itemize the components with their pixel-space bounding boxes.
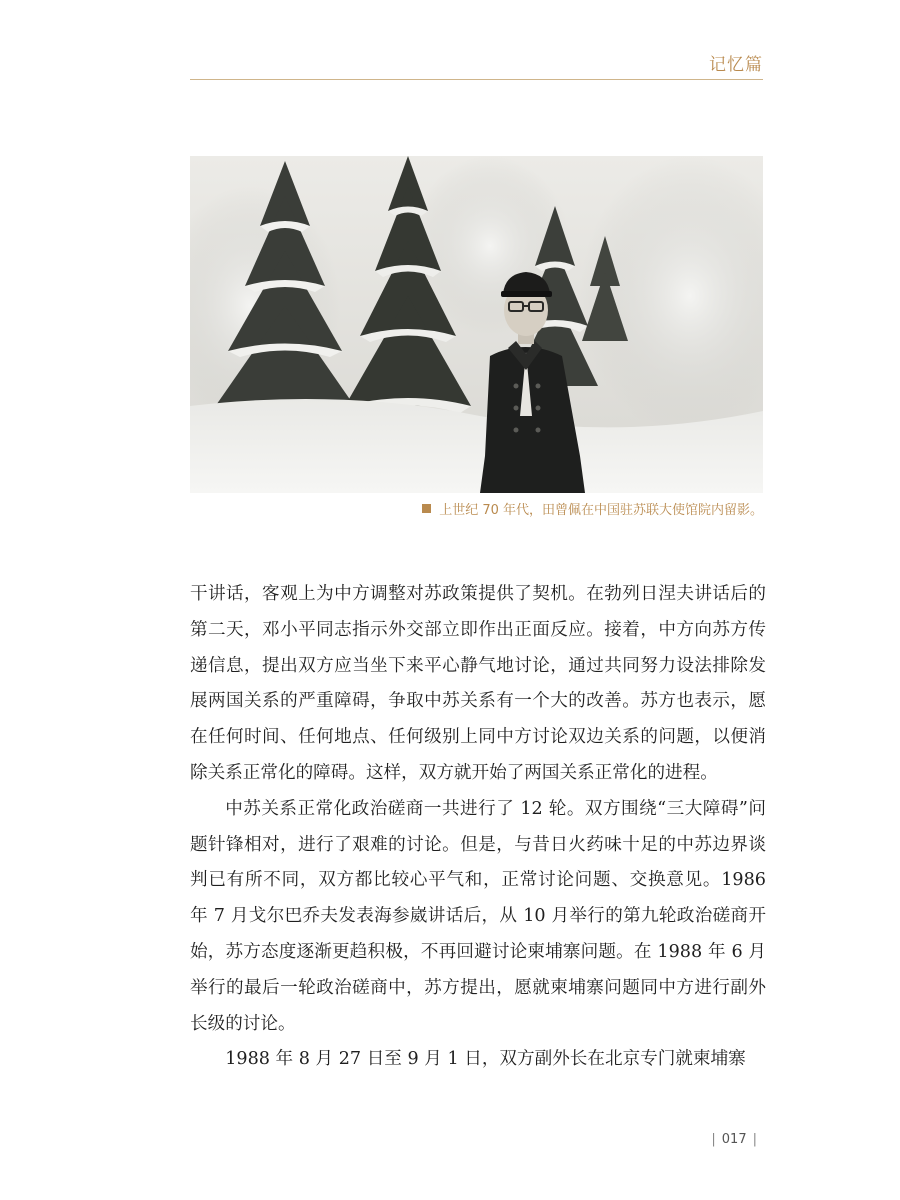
paragraph-2: 中苏关系正常化政治磋商一共进行了 12 轮。双方围绕“三大障碍”问题针锋相对，进行了艰难的讨论。但是，与昔日火药味十足的中苏边界谈判已有所不同，双方都比较心平气和，正常讨论问题、交换意见。1986 年 7 月戈尔巴乔夫发表海参崴讲话后，从 10 月举行的第九轮政治磋商开始，苏方态度逐渐更趋积极，不再回避讨论柬埔寨问题。在 1988 年 6 月举行的最后一轮政治磋商中，苏方提出，愿就柬埔寨问题同中方进行副外长级的讨论。 — [190, 798, 766, 1034]
caption-square-icon — [422, 504, 431, 513]
caption-text: 上世纪 70 年代，田曾佩在中国驻苏联大使馆院内留影。 — [439, 503, 763, 518]
paragraph-1: 干讲话，客观上为中方调整对苏政策提供了契机。在勃列日涅夫讲话后的第二天，邓小平同志指示外交部立即作出正面反应。接着，中方向苏方传递信息，提出双方应当坐下来平心静气地讨论，通过共同努力设法排除发展两国关系的严重障碍，争取中苏关系有一个大的改善。苏方也表示，愿在任何时间、任何地点、任何级别上同中方讨论双边关系的问题，以便消除关系正常化的障碍。这样，双方就开始了两国关系正常化的进程。 — [190, 584, 766, 783]
page-number-text: 017 — [721, 1132, 747, 1147]
page-number-right-bar: | — [752, 1132, 757, 1147]
body-text — [190, 577, 766, 1078]
photo — [190, 156, 763, 493]
page-number-left-bar: | — [711, 1132, 716, 1147]
photo-caption — [422, 499, 763, 518]
paragraph-3: 1988 年 8 月 27 日至 9 月 1 日，双方副外长在北京专门就柬埔寨 — [225, 1049, 746, 1070]
section-title: 记忆篇 — [709, 55, 763, 75]
page-number — [705, 1132, 763, 1147]
header-divider — [190, 79, 763, 80]
